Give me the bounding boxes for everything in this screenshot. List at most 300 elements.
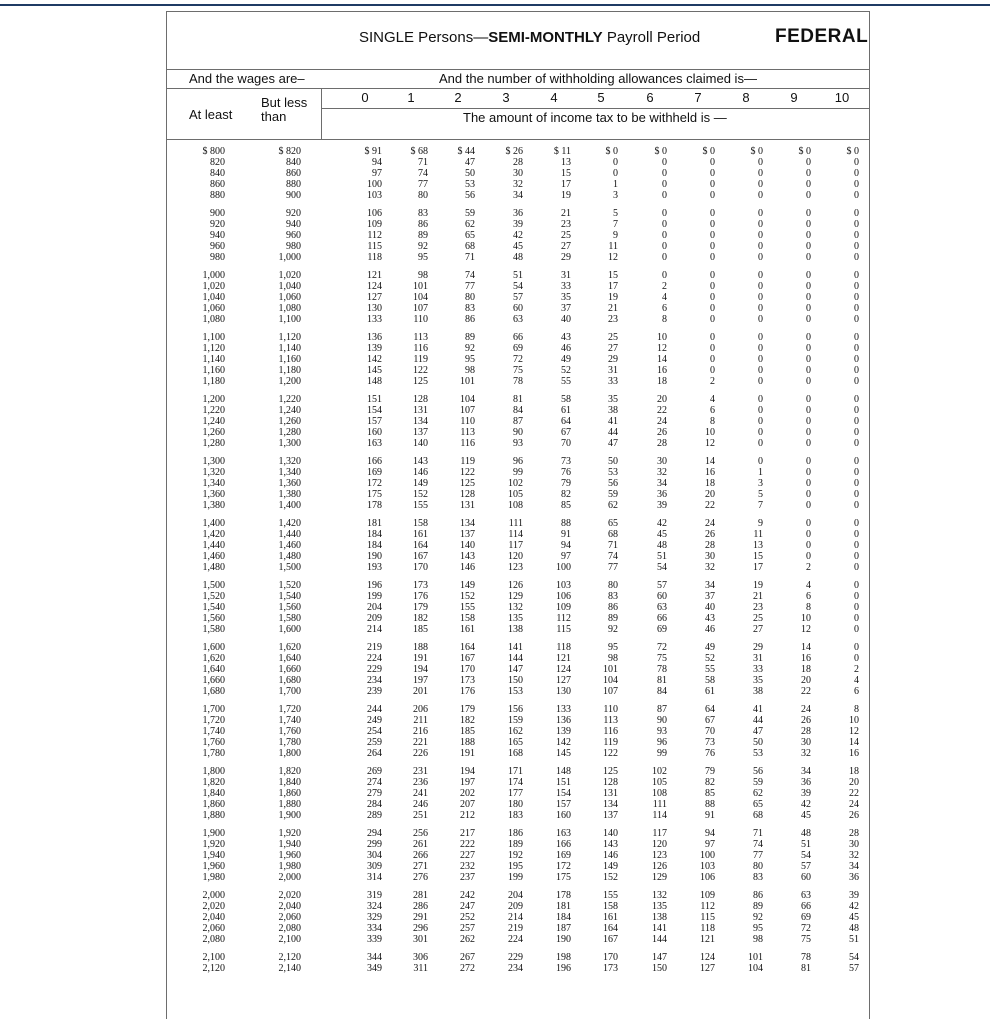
- tax-cell-allowance-5: 29: [608, 354, 618, 365]
- but-less-cell: $ 820: [278, 146, 301, 157]
- tax-cell-allowance-3: 28: [513, 157, 523, 168]
- tax-cell-allowance-8: 77: [753, 850, 763, 861]
- tax-cell-allowance-8: 80: [753, 861, 763, 872]
- but-less-cell: 1,040: [278, 281, 301, 292]
- tax-cell-allowance-4: 198: [556, 952, 571, 963]
- tax-cell-allowance-4: 27: [561, 241, 571, 252]
- tax-cell-allowance-2: 83: [465, 303, 475, 314]
- tax-cell-allowance-2: 137: [460, 529, 475, 540]
- tax-cell-allowance-4: 151: [556, 777, 571, 788]
- tax-cell-allowance-9: 0: [806, 416, 811, 427]
- tax-cell-allowance-5: 3: [613, 190, 618, 201]
- tax-cell-allowance-3: 48: [513, 252, 523, 263]
- at-least-cell: 1,540: [202, 602, 225, 613]
- tax-cell-allowance-8: 0: [758, 179, 763, 190]
- tax-cell-allowance-7: 55: [705, 664, 715, 675]
- tax-cell-allowance-2: 155: [460, 602, 475, 613]
- tax-cell-allowance-4: 46: [561, 343, 571, 354]
- tax-cell-allowance-6: 96: [657, 737, 667, 748]
- at-least-cell: 1,700: [202, 704, 225, 715]
- tax-cell-allowance-8: 41: [753, 704, 763, 715]
- tax-cell-allowance-10: 22: [849, 788, 859, 799]
- tax-cell-allowance-9: 28: [801, 726, 811, 737]
- at-least-cell: 1,900: [202, 828, 225, 839]
- but-less-cell: 1,080: [278, 303, 301, 314]
- tax-cell-allowance-4: 79: [561, 478, 571, 489]
- at-least-cell: 2,000: [202, 890, 225, 901]
- federal-label: FEDERAL: [775, 26, 869, 47]
- tax-cell-allowance-2: 161: [460, 624, 475, 635]
- tax-cell-allowance-8: 9: [758, 518, 763, 529]
- tax-cell-allowance-4: 88: [561, 518, 571, 529]
- tax-cell-allowance-0: 94: [372, 157, 382, 168]
- at-least-cell: 2,040: [202, 912, 225, 923]
- tax-cell-allowance-7: $ 0: [702, 146, 715, 157]
- tax-cell-allowance-10: 0: [854, 230, 859, 241]
- tax-cell-allowance-6: 87: [657, 704, 667, 715]
- tax-cell-allowance-1: $ 68: [410, 146, 428, 157]
- tax-cell-allowance-10: 18: [849, 766, 859, 777]
- table-row: [167, 766, 869, 777]
- tax-cell-allowance-10: 0: [854, 354, 859, 365]
- tax-cell-allowance-0: 209: [367, 613, 382, 624]
- tax-cell-allowance-7: 32: [705, 562, 715, 573]
- tax-cell-allowance-9: 14: [801, 642, 811, 653]
- tax-cell-allowance-9: 8: [806, 602, 811, 613]
- tax-cell-allowance-3: 93: [513, 438, 523, 449]
- tax-cell-allowance-9: 4: [806, 580, 811, 591]
- tax-cell-allowance-6: 0: [662, 219, 667, 230]
- but-less-cell: 1,800: [278, 748, 301, 759]
- tax-cell-allowance-10: 0: [854, 613, 859, 624]
- tax-cell-allowance-7: 49: [705, 642, 715, 653]
- tax-cell-allowance-10: 0: [854, 190, 859, 201]
- tax-cell-allowance-0: 299: [367, 839, 382, 850]
- table-row: [167, 777, 869, 788]
- tax-cell-allowance-6: 63: [657, 602, 667, 613]
- tax-cell-allowance-8: 0: [758, 416, 763, 427]
- tax-cell-allowance-5: 59: [608, 489, 618, 500]
- tax-cell-allowance-6: 72: [657, 642, 667, 653]
- tax-cell-allowance-6: 66: [657, 613, 667, 624]
- tax-cell-allowance-6: 0: [662, 168, 667, 179]
- tax-cell-allowance-5: 17: [608, 281, 618, 292]
- tax-cell-allowance-7: 121: [700, 934, 715, 945]
- at-least-header: At least: [189, 107, 233, 122]
- at-least-cell: 1,820: [202, 777, 225, 788]
- table-row: [167, 890, 869, 901]
- but-less-line2: than: [261, 109, 287, 124]
- tax-cell-allowance-5: 74: [608, 551, 618, 562]
- tax-cell-allowance-6: 147: [652, 952, 667, 963]
- tax-cell-allowance-10: 0: [854, 281, 859, 292]
- column-header-3: 3: [502, 90, 510, 105]
- at-least-cell: 1,860: [202, 799, 225, 810]
- tax-cell-allowance-4: 37: [561, 303, 571, 314]
- tax-cell-allowance-7: 0: [710, 190, 715, 201]
- tax-cell-allowance-4: 23: [561, 219, 571, 230]
- tax-cell-allowance-5: 86: [608, 602, 618, 613]
- allowance-column-headers: [322, 88, 869, 109]
- tax-cell-allowance-8: 15: [753, 551, 763, 562]
- tax-cell-allowance-10: 0: [854, 241, 859, 252]
- tax-cell-allowance-5: 113: [603, 715, 618, 726]
- tax-cell-allowance-0: 214: [367, 624, 382, 635]
- table-row: [167, 416, 869, 427]
- tax-cell-allowance-3: 150: [508, 675, 523, 686]
- tax-cell-allowance-9: 0: [806, 270, 811, 281]
- tax-cell-allowance-10: 0: [854, 179, 859, 190]
- at-least-cell: 1,000: [202, 270, 225, 281]
- tax-cell-allowance-8: 0: [758, 219, 763, 230]
- tax-cell-allowance-2: 176: [460, 686, 475, 697]
- tax-cell-allowance-5: 167: [603, 934, 618, 945]
- at-least-cell: 1,920: [202, 839, 225, 850]
- but-less-line1: But less: [261, 95, 308, 110]
- tax-cell-allowance-2: 74: [465, 270, 475, 281]
- tax-cell-allowance-4: 121: [556, 653, 571, 664]
- tax-cell-allowance-2: 65: [465, 230, 475, 241]
- at-least-cell: 1,620: [202, 653, 225, 664]
- at-least-cell: 1,600: [202, 642, 225, 653]
- tax-cell-allowance-8: 0: [758, 168, 763, 179]
- tax-cell-allowance-5: 65: [608, 518, 618, 529]
- tax-cell-allowance-1: 167: [413, 551, 428, 562]
- tax-cell-allowance-2: 164: [460, 642, 475, 653]
- tax-cell-allowance-1: 306: [413, 952, 428, 963]
- tax-cell-allowance-10: 0: [854, 529, 859, 540]
- tax-cell-allowance-6: 22: [657, 405, 667, 416]
- tax-cell-allowance-6: 99: [657, 748, 667, 759]
- tax-cell-allowance-2: 128: [460, 489, 475, 500]
- at-least-cell: 1,560: [202, 613, 225, 624]
- tax-cell-allowance-9: 10: [801, 613, 811, 624]
- tax-cell-allowance-3: 69: [513, 343, 523, 354]
- at-least-cell: $ 800: [202, 146, 225, 157]
- tax-cell-allowance-1: 161: [413, 529, 428, 540]
- tax-cell-allowance-1: 271: [413, 861, 428, 872]
- tax-cell-allowance-9: 0: [806, 303, 811, 314]
- table-row: [167, 551, 869, 562]
- tax-cell-allowance-8: 13: [753, 540, 763, 551]
- at-least-cell: 1,080: [202, 314, 225, 325]
- tax-cell-allowance-7: 46: [705, 624, 715, 635]
- tax-cell-allowance-2: 89: [465, 332, 475, 343]
- column-header-4: 4: [550, 90, 558, 105]
- tax-cell-allowance-7: 0: [710, 343, 715, 354]
- column-header-10: 10: [834, 90, 850, 105]
- but-less-cell: 1,960: [278, 850, 301, 861]
- tax-cell-allowance-7: 70: [705, 726, 715, 737]
- tax-cell-allowance-1: 74: [418, 168, 428, 179]
- tax-cell-allowance-7: 115: [700, 912, 715, 923]
- tax-cell-allowance-10: 6: [854, 686, 859, 697]
- tax-cell-allowance-9: 32: [801, 748, 811, 759]
- tax-cell-allowance-10: 0: [854, 500, 859, 511]
- tax-cell-allowance-1: 179: [413, 602, 428, 613]
- but-less-cell: 1,200: [278, 376, 301, 387]
- tax-cell-allowance-6: 16: [657, 365, 667, 376]
- tax-cell-allowance-3: 81: [513, 394, 523, 405]
- tax-cell-allowance-3: 34: [513, 190, 523, 201]
- tax-cell-allowance-0: 319: [367, 890, 382, 901]
- tax-cell-allowance-5: 35: [608, 394, 618, 405]
- tax-cell-allowance-8: 0: [758, 427, 763, 438]
- tax-cell-allowance-1: 155: [413, 500, 428, 511]
- tax-cell-allowance-10: 4: [854, 675, 859, 686]
- but-less-cell: 1,900: [278, 810, 301, 821]
- tax-cell-allowance-6: 0: [662, 208, 667, 219]
- tax-cell-allowance-9: 54: [801, 850, 811, 861]
- tax-cell-allowance-8: 35: [753, 675, 763, 686]
- but-less-cell: 1,300: [278, 438, 301, 449]
- but-less-cell: 2,080: [278, 923, 301, 934]
- column-header-9: 9: [790, 90, 798, 105]
- table-row: [167, 642, 869, 653]
- tax-cell-allowance-9: 0: [806, 394, 811, 405]
- tax-cell-allowance-9: 0: [806, 529, 811, 540]
- tax-cell-allowance-2: 202: [460, 788, 475, 799]
- tax-cell-allowance-6: 144: [652, 934, 667, 945]
- tax-cell-allowance-10: $ 0: [846, 146, 859, 157]
- tax-cell-allowance-3: 117: [508, 540, 523, 551]
- row-group: [167, 146, 869, 208]
- tax-cell-allowance-4: 43: [561, 332, 571, 343]
- at-least-cell: 920: [210, 219, 225, 230]
- tax-cell-allowance-3: 153: [508, 686, 523, 697]
- tax-cell-allowance-5: 15: [608, 270, 618, 281]
- tax-cell-allowance-6: 32: [657, 467, 667, 478]
- tax-cell-allowance-7: 0: [710, 354, 715, 365]
- tax-cell-allowance-6: 48: [657, 540, 667, 551]
- tax-cell-allowance-1: 149: [413, 478, 428, 489]
- tax-cell-allowance-4: 70: [561, 438, 571, 449]
- at-least-cell: 1,840: [202, 788, 225, 799]
- tax-cell-allowance-9: 57: [801, 861, 811, 872]
- but-less-cell: 1,740: [278, 715, 301, 726]
- table-row: [167, 653, 869, 664]
- but-less-cell: 2,060: [278, 912, 301, 923]
- tax-cell-allowance-6: 69: [657, 624, 667, 635]
- tax-cell-allowance-3: 183: [508, 810, 523, 821]
- tax-cell-allowance-7: 61: [705, 686, 715, 697]
- tax-cell-allowance-0: 160: [367, 427, 382, 438]
- but-less-cell: 2,040: [278, 901, 301, 912]
- tax-cell-allowance-2: 98: [465, 365, 475, 376]
- table-row: [167, 726, 869, 737]
- but-less-cell: 2,120: [278, 952, 301, 963]
- tax-cell-allowance-10: 45: [849, 912, 859, 923]
- tax-cell-allowance-7: 14: [705, 456, 715, 467]
- tax-cell-allowance-2: 267: [460, 952, 475, 963]
- tax-cell-allowance-1: 143: [413, 456, 428, 467]
- tax-cell-allowance-8: 47: [753, 726, 763, 737]
- tax-cell-allowance-3: 177: [508, 788, 523, 799]
- tax-cell-allowance-6: 150: [652, 963, 667, 974]
- tax-cell-allowance-9: 0: [806, 427, 811, 438]
- table-row: [167, 292, 869, 303]
- tax-cell-allowance-2: 56: [465, 190, 475, 201]
- tax-cell-allowance-9: 18: [801, 664, 811, 675]
- tax-cell-allowance-10: 0: [854, 653, 859, 664]
- tax-cell-allowance-3: 102: [508, 478, 523, 489]
- tax-cell-allowance-6: 39: [657, 500, 667, 511]
- withholding-table: [166, 11, 870, 1019]
- tax-cell-allowance-1: 311: [413, 963, 428, 974]
- tax-cell-allowance-4: 64: [561, 416, 571, 427]
- tax-cell-allowance-9: 0: [806, 438, 811, 449]
- at-least-cell: 1,580: [202, 624, 225, 635]
- but-less-cell: 1,440: [278, 529, 301, 540]
- tax-cell-allowance-5: 7: [613, 219, 618, 230]
- tax-cell-allowance-7: 0: [710, 270, 715, 281]
- tax-cell-allowance-2: 53: [465, 179, 475, 190]
- table-row: [167, 748, 869, 759]
- tax-cell-allowance-0: 254: [367, 726, 382, 737]
- tax-cell-allowance-5: 25: [608, 332, 618, 343]
- title-band: [167, 12, 869, 70]
- tax-cell-allowance-5: 170: [603, 952, 618, 963]
- tax-cell-allowance-4: 181: [556, 901, 571, 912]
- tax-cell-allowance-0: 190: [367, 551, 382, 562]
- tax-cell-allowance-8: 0: [758, 332, 763, 343]
- tax-cell-allowance-10: 0: [854, 562, 859, 573]
- row-group: [167, 580, 869, 642]
- tax-cell-allowance-4: 58: [561, 394, 571, 405]
- tax-cell-allowance-1: 110: [413, 314, 428, 325]
- tax-cell-allowance-5: 161: [603, 912, 618, 923]
- tax-cell-allowance-0: 145: [367, 365, 382, 376]
- tax-cell-allowance-8: 25: [753, 613, 763, 624]
- row-group: [167, 518, 869, 580]
- tax-cell-allowance-10: 34: [849, 861, 859, 872]
- but-less-cell: 1,280: [278, 427, 301, 438]
- tax-cell-allowance-2: 242: [460, 890, 475, 901]
- tax-cell-allowance-0: 178: [367, 500, 382, 511]
- tax-cell-allowance-5: 31: [608, 365, 618, 376]
- tax-cell-allowance-6: 129: [652, 872, 667, 883]
- at-least-cell: 940: [210, 230, 225, 241]
- tax-cell-allowance-7: 52: [705, 653, 715, 664]
- tax-cell-allowance-0: 157: [367, 416, 382, 427]
- tax-cell-allowance-8: 44: [753, 715, 763, 726]
- tax-cell-allowance-6: 114: [652, 810, 667, 821]
- tax-cell-allowance-8: 19: [753, 580, 763, 591]
- tax-cell-allowance-0: 234: [367, 675, 382, 686]
- at-least-cell: 1,640: [202, 664, 225, 675]
- tax-cell-allowance-3: 42: [513, 230, 523, 241]
- tax-cell-allowance-10: 20: [849, 777, 859, 788]
- tax-cell-allowance-1: 286: [413, 901, 428, 912]
- tax-cell-allowance-5: 146: [603, 850, 618, 861]
- tax-cell-allowance-0: 142: [367, 354, 382, 365]
- tax-cell-allowance-2: 173: [460, 675, 475, 686]
- tax-cell-allowance-8: 0: [758, 241, 763, 252]
- tax-cell-allowance-9: 72: [801, 923, 811, 934]
- tax-cell-allowance-7: 97: [705, 839, 715, 850]
- tax-cell-allowance-1: 158: [413, 518, 428, 529]
- at-least-cell: 1,940: [202, 850, 225, 861]
- wages-label: And the wages are–: [189, 71, 305, 86]
- tax-cell-allowance-6: 28: [657, 438, 667, 449]
- tax-cell-allowance-3: 214: [508, 912, 523, 923]
- table-row: [167, 952, 869, 963]
- tax-cell-allowance-3: 63: [513, 314, 523, 325]
- tax-cell-allowance-10: 0: [854, 292, 859, 303]
- table-row: [167, 438, 869, 449]
- tax-cell-allowance-8: 38: [753, 686, 763, 697]
- tax-cell-allowance-8: 0: [758, 157, 763, 168]
- tax-cell-allowance-5: 83: [608, 591, 618, 602]
- tax-cell-allowance-10: 0: [854, 343, 859, 354]
- tax-cell-allowance-4: 127: [556, 675, 571, 686]
- tax-cell-allowance-9: 0: [806, 467, 811, 478]
- tax-cell-allowance-0: 112: [367, 230, 382, 241]
- table-row: [167, 427, 869, 438]
- at-least-cell: 1,460: [202, 551, 225, 562]
- at-least-cell: 1,960: [202, 861, 225, 872]
- tax-cell-allowance-4: 109: [556, 602, 571, 613]
- tax-cell-allowance-8: 0: [758, 303, 763, 314]
- tax-cell-allowance-0: 136: [367, 332, 382, 343]
- tax-cell-allowance-9: 0: [806, 179, 811, 190]
- tax-cell-allowance-3: 75: [513, 365, 523, 376]
- table-row: [167, 365, 869, 376]
- tax-cell-allowance-2: 68: [465, 241, 475, 252]
- tax-cell-allowance-0: 259: [367, 737, 382, 748]
- at-least-cell: 1,500: [202, 580, 225, 591]
- tax-cell-allowance-6: 18: [657, 376, 667, 387]
- tax-cell-allowance-1: 194: [413, 664, 428, 675]
- tax-cell-allowance-10: 0: [854, 394, 859, 405]
- tax-cell-allowance-4: 142: [556, 737, 571, 748]
- table-row: [167, 675, 869, 686]
- tax-cell-allowance-1: 107: [413, 303, 428, 314]
- but-less-cell: 1,160: [278, 354, 301, 365]
- tax-cell-allowance-6: 78: [657, 664, 667, 675]
- table-row: [167, 332, 869, 343]
- at-least-cell: 1,680: [202, 686, 225, 697]
- table-row: [167, 314, 869, 325]
- tax-cell-allowance-2: 227: [460, 850, 475, 861]
- at-least-cell: 1,340: [202, 478, 225, 489]
- tax-cell-allowance-2: 143: [460, 551, 475, 562]
- table-row: [167, 664, 869, 675]
- tax-cell-allowance-3: 135: [508, 613, 523, 624]
- tax-cell-allowance-0: 127: [367, 292, 382, 303]
- table-row: [167, 591, 869, 602]
- tax-cell-allowance-4: 145: [556, 748, 571, 759]
- tax-cell-allowance-3: 171: [508, 766, 523, 777]
- tax-cell-allowance-3: 219: [508, 923, 523, 934]
- but-less-cell: 1,700: [278, 686, 301, 697]
- tax-cell-allowance-7: 0: [710, 314, 715, 325]
- tax-cell-allowance-8: 0: [758, 230, 763, 241]
- tax-cell-allowance-1: 216: [413, 726, 428, 737]
- at-least-cell: 2,080: [202, 934, 225, 945]
- tax-cell-allowance-3: 108: [508, 500, 523, 511]
- tax-cell-allowance-8: 95: [753, 923, 763, 934]
- tax-cell-allowance-4: 82: [561, 489, 571, 500]
- tax-cell-allowance-5: 107: [603, 686, 618, 697]
- tax-cell-allowance-7: 106: [700, 872, 715, 883]
- tax-cell-allowance-4: 154: [556, 788, 571, 799]
- tax-cell-allowance-4: 118: [556, 642, 571, 653]
- at-least-cell: 2,100: [202, 952, 225, 963]
- tax-cell-allowance-10: 0: [854, 438, 859, 449]
- tax-cell-allowance-7: 12: [705, 438, 715, 449]
- tax-cell-allowance-9: 78: [801, 952, 811, 963]
